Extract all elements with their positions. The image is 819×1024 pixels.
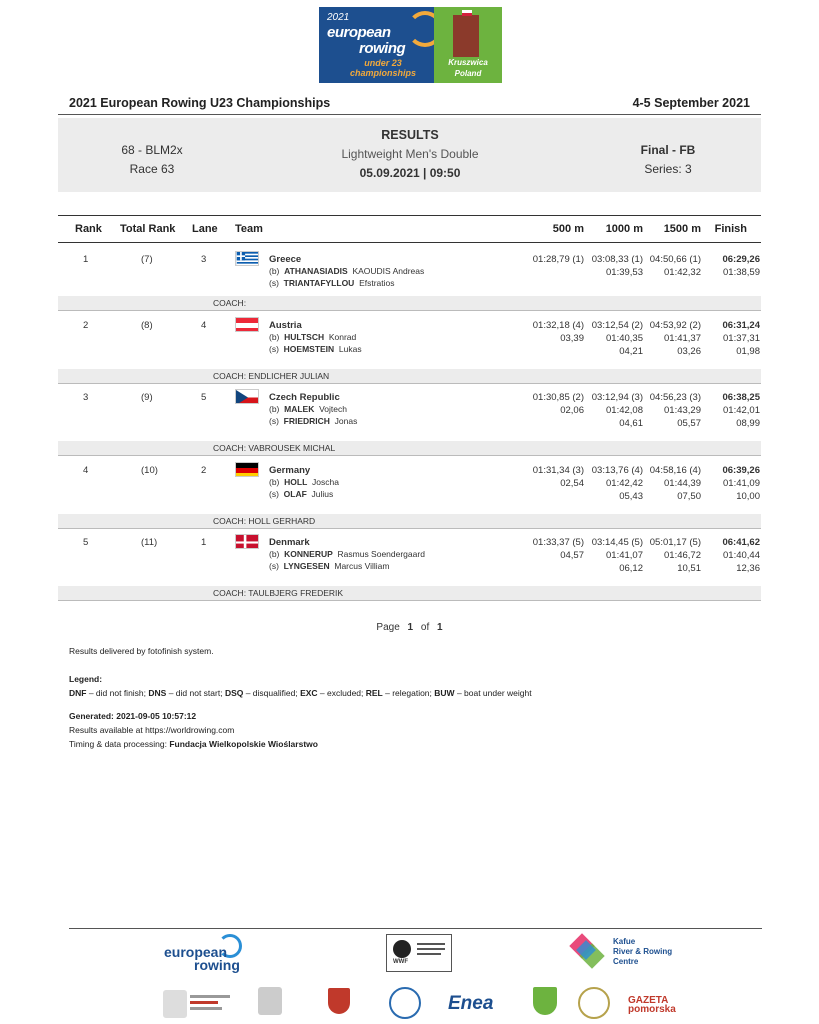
- results-available: Results available at https://worldrowing.com: [69, 725, 235, 735]
- split-1500m-time: 04:50,66 (1): [649, 254, 701, 265]
- ministry-sport-emblem-icon: [258, 987, 282, 1015]
- header-divider: [58, 114, 761, 115]
- split-1500m-diff: 10,51: [677, 563, 701, 574]
- seat: (s): [269, 344, 279, 354]
- finish-split: 01:40,44: [723, 550, 760, 561]
- split-500m-time: 01:28,79 (1): [532, 254, 584, 265]
- gazeta-pomorska-logo: [628, 996, 676, 1014]
- split-1000m-diff: 04,21: [619, 346, 643, 357]
- country-name: Denmark: [269, 537, 310, 548]
- logo-place-town: Kruszwica: [448, 58, 488, 67]
- lane: 4: [201, 320, 207, 331]
- coach-name: COACH: TAULBJERG FREDERIK: [213, 588, 344, 598]
- legend-abbr: DNF: [69, 688, 87, 698]
- split-1000m-time: 03:13,76 (4): [591, 465, 643, 476]
- sponsor-er-line1: european: [164, 944, 228, 960]
- legend-text: – disqualified;: [243, 688, 301, 698]
- coach-bar: [58, 296, 761, 311]
- race-phase: Final - FB: [640, 143, 696, 157]
- split-500m-diff: 02,06: [560, 405, 584, 416]
- coach-name: COACH: ENDLICHER JULIAN: [213, 371, 330, 381]
- rowing-federation-seal-icon: [389, 987, 421, 1019]
- legend-text: – did not start;: [166, 688, 225, 698]
- sponsor-kafue-line2: River & Rowing: [613, 947, 673, 956]
- athlete-first-name: Efstratios: [359, 278, 395, 288]
- col-lane: Lane: [192, 223, 218, 235]
- rank: 5: [83, 537, 89, 548]
- race-code: 68 - BLM2x: [121, 143, 183, 157]
- country-name: Austria: [269, 320, 302, 331]
- legend-abbr: REL: [365, 688, 383, 698]
- legend-abbr: EXC: [300, 688, 318, 698]
- split-500m-diff: 04,57: [560, 550, 584, 561]
- result-row: [58, 456, 761, 528]
- sponsor-enea: Enea: [448, 993, 494, 1014]
- split-1000m-time: 03:14,45 (5): [591, 537, 643, 548]
- coach-bar: [58, 514, 761, 529]
- kafue-logo: [571, 935, 681, 971]
- page-current: 1: [407, 622, 414, 633]
- athlete-first-name: Marcus Villiam: [334, 561, 390, 571]
- greece-flag-icon: [235, 251, 259, 266]
- split-1500m-time: 05:01,17 (5): [649, 537, 701, 548]
- sponsor-kafue-line3: Centre: [613, 957, 639, 966]
- athlete-first-name: Lukas: [338, 344, 362, 354]
- athlete-last-name: MALEK: [284, 404, 315, 414]
- athlete-last-name: FRIEDRICH: [283, 416, 330, 426]
- result-row: [58, 311, 761, 383]
- legend-text: – did not finish;: [86, 688, 149, 698]
- seat: (s): [269, 278, 279, 288]
- germany-flag-icon: [235, 462, 259, 477]
- athlete-first-name: Julius: [311, 489, 334, 499]
- finish-split: 01:41,09: [723, 478, 760, 489]
- tower-icon: [453, 15, 479, 57]
- championship-logo: [319, 7, 502, 83]
- timing-org: Fundacja Wielkopolskie Wioślarstwo: [169, 739, 318, 749]
- crew-member: [269, 489, 333, 499]
- page-of: of: [420, 622, 430, 633]
- split-1500m-split: 01:42,32: [664, 267, 701, 278]
- athlete-last-name: OLAF: [283, 489, 307, 499]
- rank: 4: [83, 465, 89, 476]
- finish-time: 06:41,62: [722, 537, 760, 548]
- split-1000m-diff: 04,61: [619, 418, 643, 429]
- results-heading: RESULTS: [381, 128, 439, 142]
- footer-divider: [69, 928, 762, 929]
- col-finish: Finish: [714, 223, 747, 235]
- legend-text: – excluded;: [317, 688, 366, 698]
- crew-member: [269, 266, 424, 276]
- sponsor-wwf: WWF: [393, 959, 408, 965]
- crew-member: [269, 477, 339, 487]
- split-1000m-split: 01:41,07: [606, 550, 643, 561]
- sponsor-kafue-line1: Kafue: [613, 937, 636, 946]
- kruszwica-crest-icon: [533, 987, 557, 1015]
- split-1000m-diff: 06,12: [619, 563, 643, 574]
- race-info-box: [58, 118, 761, 192]
- timing-label: Timing & data processing:: [69, 739, 170, 749]
- seat: (b): [269, 404, 280, 414]
- col-1500m: 1500 m: [663, 223, 701, 235]
- split-1500m-time: 04:58,16 (4): [649, 465, 701, 476]
- legend-list: [69, 688, 532, 698]
- crew-member: [269, 332, 356, 342]
- result-row: [58, 528, 761, 600]
- athlete-last-name: HOLL: [284, 477, 308, 487]
- coach-bar: [58, 586, 761, 601]
- country-name: Germany: [269, 465, 311, 476]
- rank: 2: [83, 320, 89, 331]
- split-1000m-time: 03:12,54 (2): [591, 320, 643, 331]
- total-rank: (10): [141, 465, 158, 476]
- crew-member: [269, 416, 357, 426]
- coach-bar: [58, 369, 761, 384]
- sponsor-gazeta-line1: GAZETA: [628, 995, 669, 1006]
- split-500m-time: 01:31,34 (3): [532, 465, 584, 476]
- coach-name: COACH: HOLL GERHARD: [213, 516, 316, 526]
- logo-year: 2021: [327, 12, 350, 23]
- col-1000m: 1000 m: [605, 223, 643, 235]
- logo-line-u23: under 23: [364, 58, 402, 68]
- col-rank: Rank: [75, 223, 102, 235]
- results-table-header: [58, 215, 761, 243]
- logo-place-country: Poland: [454, 69, 482, 78]
- pagination: [0, 622, 819, 633]
- athlete-first-name: Joscha: [312, 477, 339, 487]
- split-1500m-split: 01:43,29: [664, 405, 701, 416]
- rank: 1: [83, 254, 89, 265]
- race-number: Race 63: [129, 162, 175, 176]
- finish-diff: 12,36: [736, 563, 760, 574]
- split-1000m-time: 03:08,33 (1): [591, 254, 643, 265]
- crew-member: [269, 344, 362, 354]
- lane: 1: [201, 537, 207, 548]
- split-500m-diff: 03,39: [560, 333, 584, 344]
- finish-diff: 08,99: [736, 418, 760, 429]
- athlete-first-name: KAOUDIS Andreas: [352, 266, 425, 276]
- split-500m-time: 01:33,37 (5): [532, 537, 584, 548]
- col-500m: 500 m: [552, 223, 584, 235]
- split-1000m-split: 01:42,42: [606, 478, 643, 489]
- split-1000m-time: 03:12,94 (3): [591, 392, 643, 403]
- split-500m-time: 01:30,85 (2): [532, 392, 584, 403]
- generated-stamp: Generated: 2021-09-05 10:57:12: [69, 711, 197, 721]
- split-1000m-split: 01:39,53: [606, 267, 643, 278]
- ministry-culture-logo: [190, 992, 230, 1016]
- seat: (b): [269, 332, 280, 342]
- logo-line-championships: championships: [349, 68, 416, 78]
- wwf-logo: [386, 934, 452, 972]
- coach-name: COACH:: [213, 298, 247, 308]
- rank: 3: [83, 392, 89, 403]
- result-row: [58, 383, 761, 455]
- austria-flag-icon: [235, 317, 259, 332]
- athlete-last-name: HULTSCH: [284, 332, 325, 342]
- timing-credit: [69, 739, 318, 749]
- seat: (b): [269, 266, 280, 276]
- total-rank: (7): [141, 254, 153, 265]
- european-rowing-logo: [160, 934, 255, 974]
- event-dates: 4-5 September 2021: [632, 96, 750, 110]
- split-1500m-split: 01:44,39: [664, 478, 701, 489]
- lane: 5: [201, 392, 207, 403]
- split-1500m-split: 01:41,37: [664, 333, 701, 344]
- col-total-rank: Total Rank: [120, 223, 176, 235]
- finish-time: 06:39,26: [722, 465, 760, 476]
- race-datetime: 05.09.2021 | 09:50: [359, 166, 461, 180]
- athlete-last-name: TRIANTAFYLLOU: [283, 278, 355, 288]
- logo-line-european: european: [327, 24, 391, 41]
- split-1000m-split: 01:40,35: [606, 333, 643, 344]
- lane: 2: [201, 465, 207, 476]
- finish-split: 01:42,01: [723, 405, 760, 416]
- split-500m-diff: 02,54: [560, 478, 584, 489]
- athlete-first-name: Konrad: [328, 332, 357, 342]
- split-1000m-split: 01:42,08: [606, 405, 643, 416]
- total-rank: (8): [141, 320, 153, 331]
- county-seal-icon: [578, 987, 610, 1019]
- country-name: Czech Republic: [269, 392, 340, 403]
- finish-diff: 01,98: [736, 346, 760, 357]
- total-rank: (11): [141, 537, 158, 548]
- athlete-last-name: HOEMSTEIN: [283, 344, 335, 354]
- seat: (s): [269, 489, 279, 499]
- legend-abbr: DNS: [148, 688, 167, 698]
- finish-time: 06:38,25: [722, 392, 760, 403]
- split-1500m-split: 01:46,72: [664, 550, 701, 561]
- event-title: 2021 European Rowing U23 Championships: [69, 96, 331, 110]
- seat: (s): [269, 416, 279, 426]
- athlete-last-name: KONNERUP: [284, 549, 333, 559]
- legend-abbr: BUW: [434, 688, 455, 698]
- finish-split: 01:38,59: [723, 267, 760, 278]
- race-series: Series: 3: [644, 162, 692, 176]
- total-rank: (9): [141, 392, 153, 403]
- lane: 3: [201, 254, 207, 265]
- page-label: Page: [376, 622, 400, 633]
- seat: (s): [269, 561, 279, 571]
- crew-member: [269, 278, 395, 288]
- split-1500m-time: 04:56,23 (3): [649, 392, 701, 403]
- legend-text: – relegation;: [382, 688, 435, 698]
- athlete-last-name: LYNGESEN: [283, 561, 330, 571]
- legend-abbr: DSQ: [224, 688, 244, 698]
- eagle-emblem-icon: [163, 990, 187, 1018]
- result-row: [58, 245, 761, 317]
- athlete-first-name: Rasmus Soendergaard: [337, 549, 425, 559]
- boat-class: Lightweight Men's Double: [341, 147, 479, 161]
- athlete-last-name: ATHANASIADIS: [284, 266, 348, 276]
- crew-member: [269, 404, 347, 414]
- finish-split: 01:37,31: [723, 333, 760, 344]
- col-team: Team: [235, 223, 263, 235]
- split-1500m-diff: 03,26: [677, 346, 701, 357]
- voivodeship-crest-icon: [328, 988, 350, 1014]
- crew-member: [269, 549, 425, 559]
- country-name: Greece: [269, 254, 302, 265]
- split-1500m-diff: 07,50: [677, 491, 701, 502]
- split-1500m-diff: 05,57: [677, 418, 701, 429]
- finish-diff: 10,00: [736, 491, 760, 502]
- finish-time: 06:31,24: [722, 320, 760, 331]
- czech-flag-icon: [235, 389, 259, 404]
- panda-icon: [393, 940, 411, 958]
- legend-text: – boat under weight: [454, 688, 532, 698]
- seat: (b): [269, 549, 280, 559]
- coach-name: COACH: VABROUSEK MICHAL: [213, 443, 336, 453]
- split-1500m-time: 04:53,92 (2): [649, 320, 701, 331]
- athlete-first-name: Vojtech: [319, 404, 347, 414]
- sponsor-gazeta-line2: pomorska: [628, 1004, 676, 1015]
- logo-line-rowing: rowing: [359, 40, 406, 57]
- crew-member: [269, 561, 389, 571]
- page-total: 1: [437, 622, 443, 633]
- seat: (b): [269, 477, 280, 487]
- finish-time: 06:29,26: [722, 254, 760, 265]
- athlete-first-name: Jonas: [334, 416, 358, 426]
- delivered-note: Results delivered by fotofinish system.: [69, 646, 214, 656]
- split-1000m-diff: 05,43: [619, 491, 643, 502]
- legend-title: Legend:: [69, 674, 103, 684]
- coach-bar: [58, 441, 761, 456]
- sponsor-er-line2: rowing: [194, 957, 240, 973]
- denmark-flag-icon: [235, 534, 259, 549]
- split-500m-time: 01:32,18 (4): [532, 320, 584, 331]
